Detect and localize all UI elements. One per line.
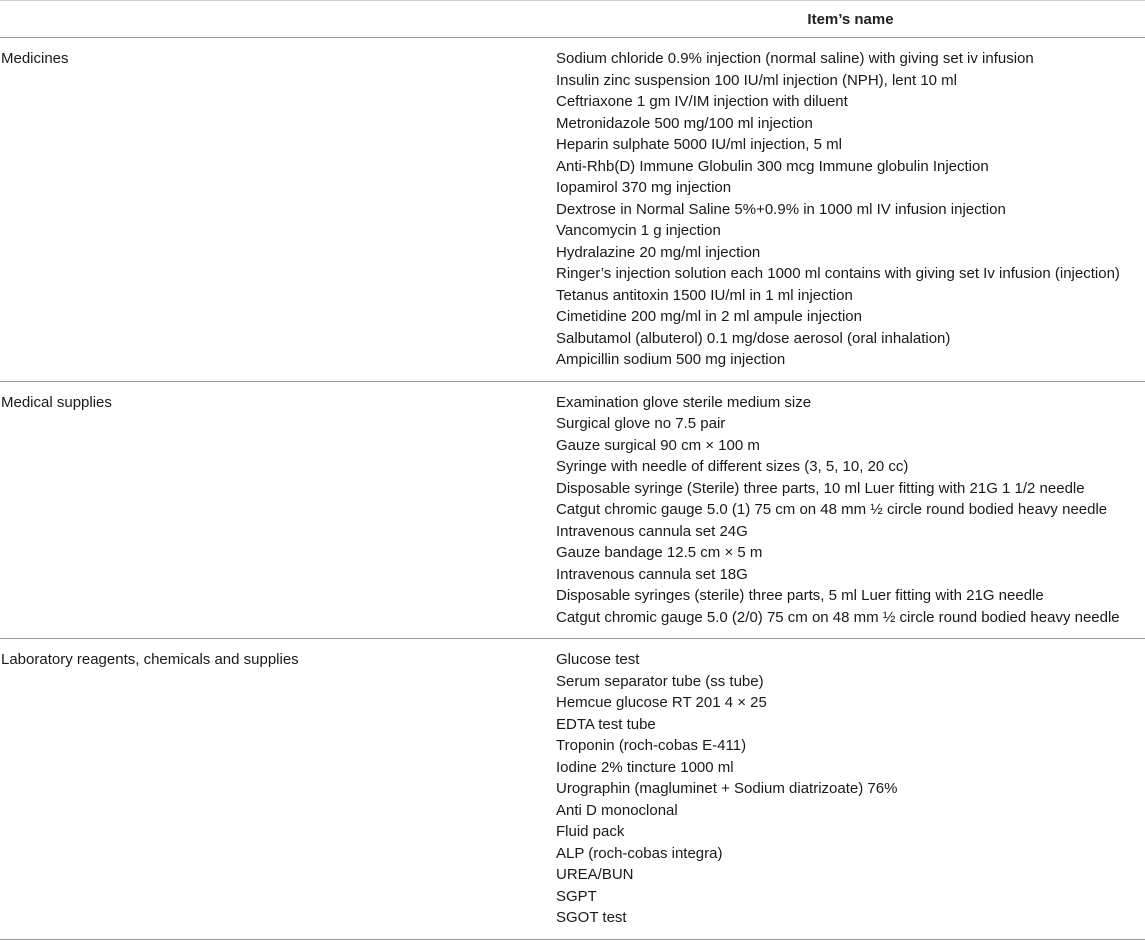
category-label: Medicines	[1, 50, 69, 67]
list-item: Heparin sulphate 5000 IU/ml injection, 5 ml	[556, 136, 842, 153]
list-item: Examination glove sterile medium size	[556, 393, 812, 411]
list-item: Urographin (magluminet + Sodium diatrizoate) 76%	[556, 780, 898, 797]
list-item: UREA/BUN	[556, 866, 634, 883]
list-item: Dextrose in Normal Saline 5%+0.9% in 1000 ml IV infusion injection	[556, 200, 1006, 218]
item-name-column-header: Item’s name	[807, 11, 894, 28]
list-item: Ringer’s injection solution each 1000 ml contains with giving set Iv infusion (injection)	[556, 265, 1120, 282]
list-item: Surgical glove no 7.5 pair	[556, 415, 726, 432]
list-item: Glucose test	[556, 651, 640, 668]
list-item: Iopamirol 370 mg injection	[556, 179, 732, 196]
list-item: SGOT test	[556, 909, 627, 926]
list-item: Catgut chromic gauge 5.0 (1) 75 cm on 48 mm ½ circle round bodied heavy needle	[556, 501, 1108, 518]
list-item: Cimetidine 200 mg/ml in 2 ml ampule injection	[556, 308, 862, 325]
list-item: Hydralazine 20 mg/ml injection	[556, 243, 761, 261]
list-item: EDTA test tube	[556, 715, 656, 733]
item-list	[556, 48, 1145, 371]
category-label: Laboratory reagents, chemicals and supplies	[1, 651, 299, 668]
list-item: Vancomycin 1 g injection	[556, 222, 721, 239]
list-item: Ampicillin sodium 500 mg injection	[556, 351, 786, 368]
item-list	[556, 649, 1145, 929]
list-item: Fluid pack	[556, 823, 625, 840]
list-item: Troponin (roch-cobas E-411)	[556, 737, 747, 754]
list-item: ALP (roch-cobas integra)	[556, 844, 723, 862]
list-item: Insulin zinc suspension 100 IU/ml injection (NPH), lent 10 ml	[556, 71, 958, 89]
list-item: Serum separator tube (ss tube)	[556, 672, 764, 690]
list-item: Ceftriaxone 1 gm IV/IM injection with diluent	[556, 93, 848, 110]
item-list	[556, 392, 1145, 629]
table-row-group	[0, 38, 1145, 382]
list-item: Tetanus antitoxin 1500 IU/ml in 1 ml injection	[556, 286, 853, 304]
list-item: Intravenous cannula set 18G	[556, 565, 748, 583]
list-item: Salbutamol (albuterol) 0.1 mg/dose aerosol (oral inhalation)	[556, 329, 951, 347]
list-item: Anti-Rhb(D) Immune Globulin 300 mcg Immune globulin Injection	[556, 157, 989, 175]
list-item: Catgut chromic gauge 5.0 (2/0) 75 cm on 48 mm ½ circle round bodied heavy needle	[556, 608, 1120, 626]
table-row-group	[0, 639, 1145, 940]
list-item: Intravenous cannula set 24G	[556, 522, 748, 540]
list-item: Disposable syringes (sterile) three parts, 5 ml Luer fitting with 21G needle	[556, 587, 1044, 604]
table-row-group	[0, 382, 1145, 640]
list-item: Syringe with needle of different sizes (3, 5, 10, 20 cc)	[556, 458, 909, 475]
list-item: Gauze bandage 12.5 cm × 5 m	[556, 544, 763, 561]
list-item: Metronidazole 500 mg/100 ml injection	[556, 114, 813, 132]
table-header	[0, 0, 1145, 38]
list-item: Anti D monoclonal	[556, 801, 678, 819]
list-item: Sodium chloride 0.9% injection (normal saline) with giving set iv infusion	[556, 50, 1034, 67]
category-label: Medical supplies	[1, 393, 112, 411]
list-item: SGPT	[556, 887, 597, 905]
list-item: Iodine 2% tincture 1000 ml	[556, 758, 734, 776]
list-item: Gauze surgical 90 cm × 100 m	[556, 436, 760, 454]
table-body	[0, 38, 1145, 940]
list-item: Hemcue glucose RT 201 4 × 25	[556, 694, 767, 711]
list-item: Disposable syringe (Sterile) three parts, 10 ml Luer fitting with 21G 1 1/2 needle	[556, 479, 1085, 497]
